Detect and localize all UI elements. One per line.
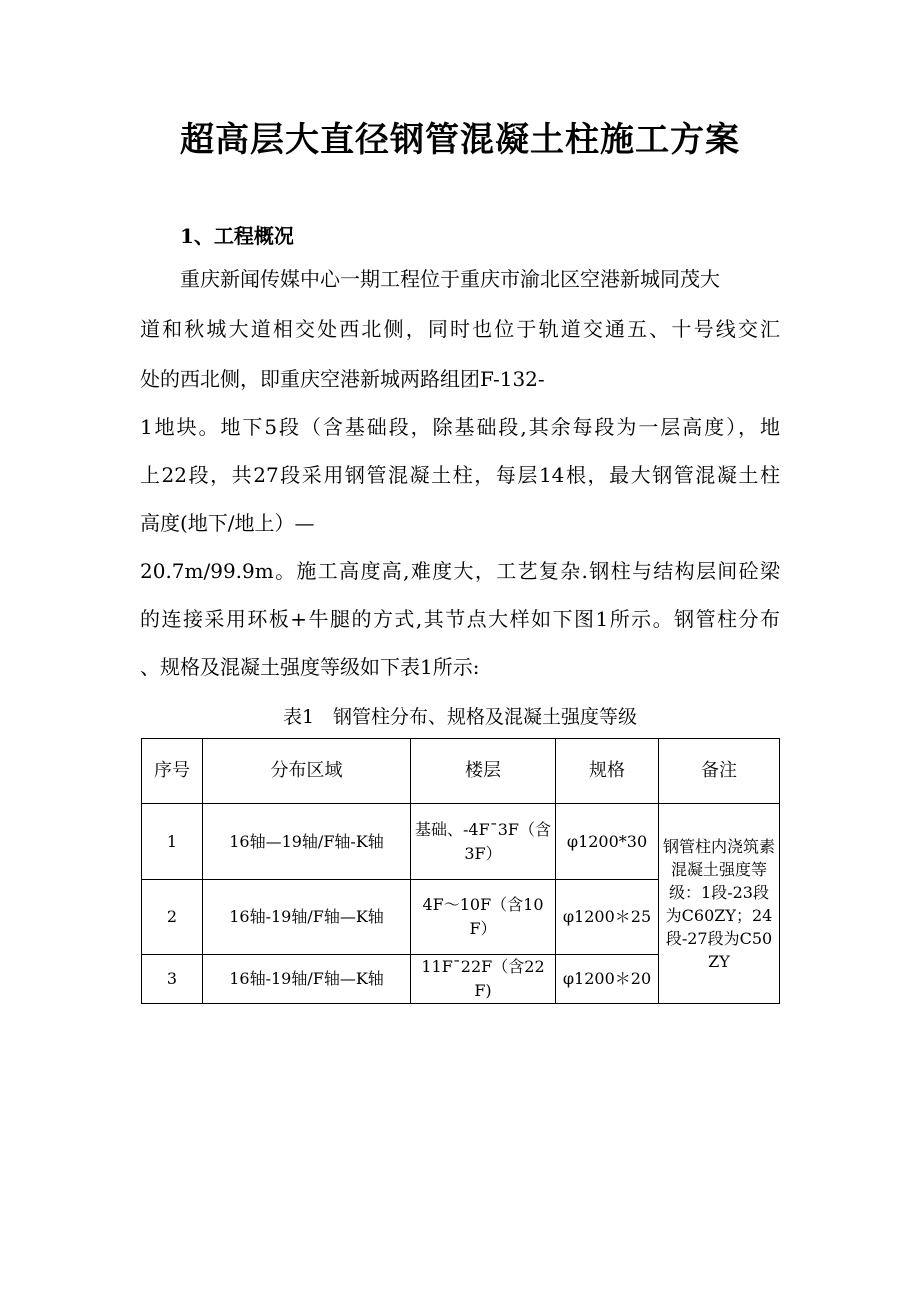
cell-area: 16轴—19轴/F轴-K轴 [203, 804, 411, 880]
cell-seq: 3 [142, 955, 203, 1004]
paragraph-line: 20.7m/99.9m。施工高度高,难度大，工艺复杂.钢柱与结构层间砼梁 [140, 559, 780, 583]
paragraph-line: 道和秋城大道相交处西北侧，同时也位于轨道交通五、十号线交汇 [140, 317, 780, 341]
cell-area: 16轴-19轴/F轴—K轴 [203, 880, 411, 955]
header-floor: 楼层 [411, 739, 556, 804]
cell-seq: 2 [142, 880, 203, 955]
cell-floor: 11F¯22F（含22F) [411, 955, 556, 1004]
cell-spec: φ1200*30 [556, 804, 659, 880]
cell-notes: 钢管柱内浇筑素混凝土强度等级：1段-23段为C60ZY；24段-27段为C50ZY [659, 804, 780, 1004]
section-heading: 1、工程概况 [180, 224, 294, 248]
cell-floor: 基础、-4F¯3F（含3F） [411, 804, 556, 880]
cell-floor: 4F～10F（含10F） [411, 880, 556, 955]
steel-column-table [141, 738, 780, 1004]
header-notes: 备注 [659, 739, 780, 804]
cell-seq: 1 [142, 804, 203, 880]
table-caption: 表1 钢管柱分布、规格及混凝土强度等级 [282, 706, 638, 728]
header-seq: 序号 [142, 739, 203, 804]
cell-spec: φ1200＊20 [556, 955, 659, 1004]
header-spec: 规格 [556, 739, 659, 804]
paragraph-line: 的连接采用环板+牛腿的方式,其节点大样如下图1所示。钢管柱分布 [140, 607, 780, 631]
paragraph-line: 、规格及混凝土强度等级如下表1所示: [140, 655, 480, 679]
paragraph-line: 高度(地下/地上）— [140, 511, 315, 535]
paragraph-line: 处的西北侧，即重庆空港新城两路组团F-132- [140, 367, 545, 391]
table-row [142, 804, 780, 880]
paragraph-line: 1地块。地下5段（含基础段，除基础段,其余每段为一层高度），地 [140, 415, 780, 439]
document-title: 超高层大直径钢管混凝土柱施工方案 [180, 120, 740, 160]
header-area: 分布区域 [203, 739, 411, 804]
paragraph-line: 重庆新闻传媒中心一期工程位于重庆市渝北区空港新城同茂大 [180, 267, 720, 291]
table-header-row [142, 739, 780, 804]
paragraph-line: 上22段，共27段采用钢管混凝土柱，每层14根，最大钢管混凝土柱 [140, 463, 780, 487]
cell-spec: φ1200＊25 [556, 880, 659, 955]
cell-area: 16轴-19轴/F轴—K轴 [203, 955, 411, 1004]
